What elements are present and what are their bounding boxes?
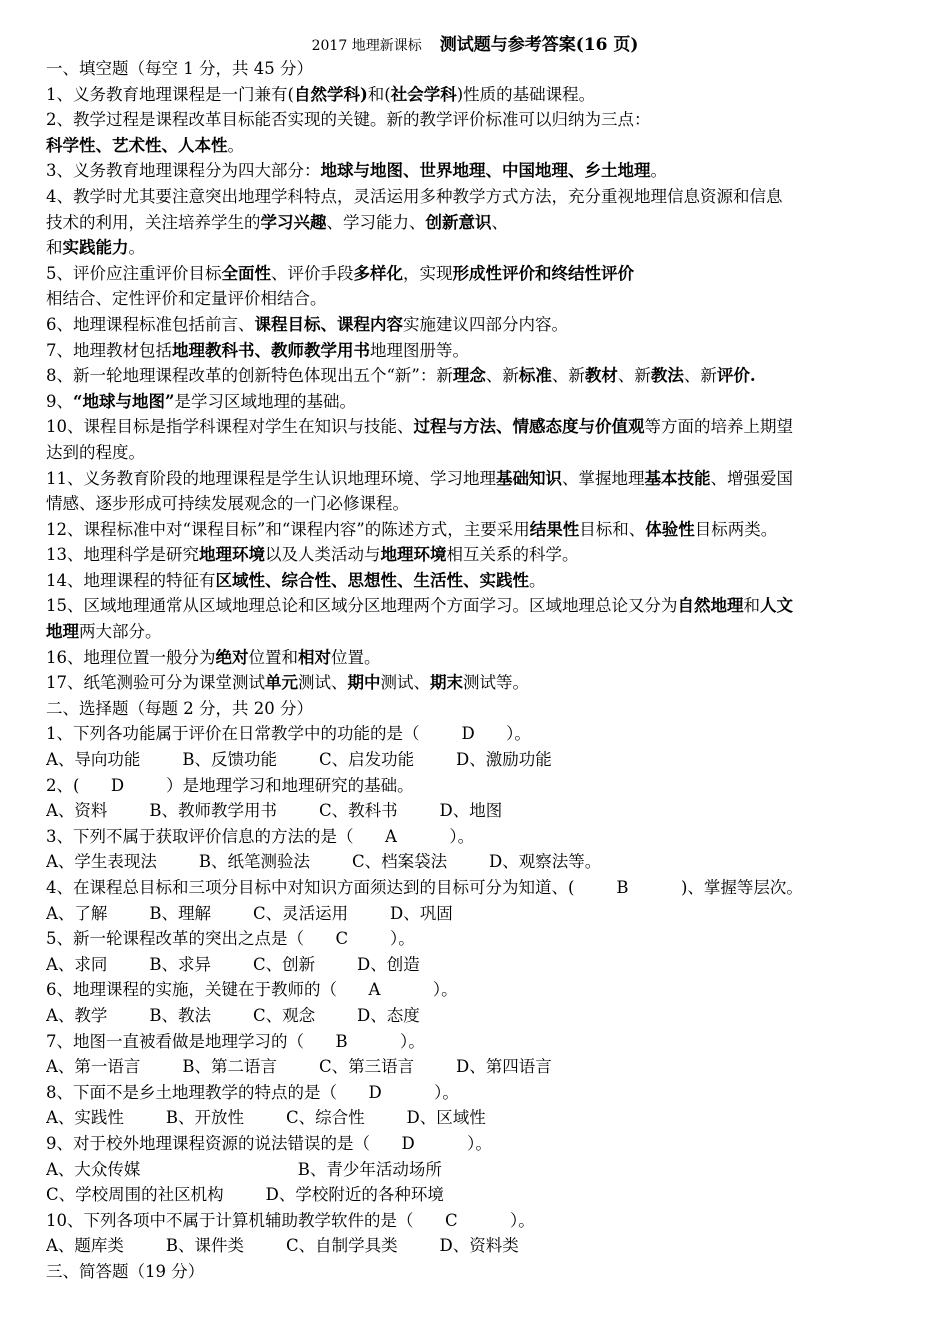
answer-text: 创新意识	[425, 212, 492, 232]
text-line	[46, 824, 916, 850]
answer-text: “地球与地图”	[73, 391, 175, 411]
text-run: A、教学 B、教法 C、观念 D、态度	[46, 1005, 420, 1025]
text-run: C、学校周围的社区机构 D、学校附近的各种环境	[46, 1185, 444, 1205]
text-run: 16、地理位置一般分为	[46, 647, 216, 667]
text-line	[46, 542, 916, 568]
text-run: 9、对于校外地理课程资源的说法错误的是（ D ）。	[46, 1133, 492, 1153]
text-run: 二、选择题（每题 2 分，共 20 分）	[46, 698, 313, 718]
text-run: 、学习能力、	[326, 212, 426, 232]
text-line	[46, 1233, 916, 1259]
text-run: 4、教学时尤其要注意突出地理学科特点，灵活运用多种教学方式方法，充分重视地理信息资源和信息	[46, 186, 783, 206]
answer-text: 期中	[347, 673, 381, 693]
text-run: 7、地理教材包括	[46, 340, 172, 360]
text-run: 、新	[485, 366, 519, 386]
text-line	[46, 1157, 916, 1183]
text-line	[46, 184, 916, 210]
text-line	[46, 1131, 916, 1157]
text-run: )性质的基础课程。	[456, 84, 596, 104]
text-run: 6、地理课程的实施，关键在于教师的（ A ）。	[46, 980, 458, 1000]
text-run: ，实现	[403, 263, 453, 283]
answer-text: 地球与地图、世界地理、中国地理、乡土地理	[320, 161, 651, 181]
text-run: 、新	[551, 366, 585, 386]
text-line	[46, 798, 916, 824]
text-run: A、大众传媒 B、青少年活动场所	[46, 1159, 442, 1179]
text-run: 。	[529, 570, 546, 590]
answer-text: 自然地理	[677, 596, 744, 616]
text-run: 位置和	[248, 647, 298, 667]
text-line	[46, 619, 916, 645]
answer-text: 理念	[452, 366, 486, 386]
title-prefix: 2017 地理新课标	[311, 38, 422, 54]
text-run: A、实践性 B、开放性 C、综合性 D、区域性	[46, 1108, 486, 1128]
page-title	[0, 30, 950, 55]
text-run: 位置。	[331, 647, 381, 667]
text-run: 、增强爱国	[710, 468, 793, 488]
text-line	[46, 1003, 916, 1029]
text-line	[46, 261, 916, 287]
text-line	[46, 389, 916, 415]
text-line	[46, 849, 916, 875]
text-line	[46, 56, 916, 82]
text-line	[46, 1054, 916, 1080]
answer-text: 基本技能	[644, 468, 711, 488]
text-run: 6、地理课程标准包括前言、	[46, 314, 255, 334]
answer-text: 过程与方法、情感态度与价值观	[413, 417, 645, 437]
text-line	[46, 107, 916, 133]
text-run: 技术的利用，关注培养学生的	[46, 212, 261, 232]
text-run: 11、义务教育阶段的地理课程是学生认识地理环境、学习地理	[46, 468, 496, 488]
text-run: 10、课程目标是指学科课程对学生在知识与技能、	[46, 417, 414, 437]
text-run: 测试、	[298, 673, 348, 693]
text-line	[46, 235, 916, 261]
text-run: 测试、	[380, 673, 430, 693]
text-run: 达到的程度。	[46, 442, 145, 462]
text-line	[46, 1080, 916, 1106]
answer-text: 基础知识	[496, 468, 562, 488]
text-line	[46, 133, 916, 159]
answer-text: 地理	[46, 622, 79, 642]
answer-text: 区域性、综合性、思想性、生活性、实践性	[215, 570, 529, 590]
answer-text: 体验性	[645, 519, 695, 539]
text-line	[46, 491, 916, 517]
text-run: 14、地理课程的特征有	[46, 570, 216, 590]
text-run: 和	[46, 238, 63, 258]
text-run: A、导向功能 B、反馈功能 C、启发功能 D、激励功能	[46, 750, 552, 770]
answer-text: 多样化	[353, 263, 403, 283]
answer-text: 地理教科书、教师教学用书	[172, 340, 370, 360]
text-line	[46, 670, 916, 696]
text-run: 15、区域地理通常从区域地理总论和区域分区地理两个方面学习。区域地理总论又分为	[46, 596, 678, 616]
answer-text: 科学性、艺术性、人本性	[46, 135, 228, 155]
text-run: 目标和、	[579, 519, 646, 539]
text-run: 、新	[683, 366, 717, 386]
text-run: 4、在课程总目标和三项分目标中对知识方面须达到的目标可分为知道、( B )、掌握等层次。	[46, 878, 803, 897]
text-line	[46, 286, 916, 312]
answer-text: 教法	[650, 366, 684, 386]
answer-text: 单元	[265, 673, 298, 693]
text-run: 地理图册等。	[370, 340, 469, 360]
document-body	[46, 56, 916, 1285]
text-line	[46, 414, 916, 440]
text-run: 情感、逐步形成可持续发展观念的一门必修课程。	[46, 494, 409, 514]
text-line	[46, 977, 916, 1003]
text-run: 3、下列不属于获取评价信息的方法的是（ A ）。	[46, 826, 475, 846]
text-run: 5、新一轮课程改革的突出之点是（ C ）。	[46, 929, 415, 949]
text-line	[46, 466, 916, 492]
text-run: 3、义务教育地理课程分为四大部分：	[46, 161, 321, 181]
text-line	[46, 312, 916, 338]
text-line	[46, 1208, 916, 1234]
answer-text: 绝对	[215, 647, 249, 667]
text-run: 10、下列各项中不属于计算机辅助教学软件的是（ C ）。	[46, 1210, 535, 1230]
text-run: 2、( D ）是地理学习和地理研究的基础。	[46, 775, 414, 795]
text-run: 等方面的培养上期望	[644, 417, 793, 437]
text-run: 9、	[46, 391, 73, 411]
answer-text: 课程目标、课程内容	[254, 314, 403, 334]
text-line	[46, 1259, 916, 1285]
text-run: 测试等。	[463, 673, 529, 693]
text-line	[46, 773, 916, 799]
text-line	[46, 517, 916, 543]
text-run: 2、教学过程是课程改革目标能否实现的关键。新的教学评价标准可以归纳为三点：	[46, 110, 651, 130]
answer-text: 结果性	[529, 519, 580, 539]
text-run: 17、纸笔测验可分为课堂测试	[46, 673, 265, 693]
text-line	[46, 645, 916, 671]
answer-text: 人文	[760, 596, 793, 616]
text-line	[46, 696, 916, 722]
answer-text: 评价.	[716, 366, 756, 386]
answer-text: 标准	[518, 366, 552, 386]
text-line	[46, 747, 916, 773]
text-run: 、新	[617, 366, 651, 386]
text-line	[46, 926, 916, 952]
text-line	[46, 158, 916, 184]
text-run: 目标两类。	[694, 519, 778, 539]
text-line	[46, 875, 916, 901]
text-run: A、题库类 B、课件类 C、自制学具类 D、资料类	[46, 1236, 519, 1256]
title-main: 测试题与参考答案(16 页)	[439, 35, 639, 55]
text-run: A、第一语言 B、第二语言 C、第三语言 D、第四语言	[46, 1057, 552, 1077]
text-run: A、资料 B、教师教学用书 C、教科书 D、地图	[46, 801, 503, 821]
text-run: 5、评价应注重评价目标	[46, 263, 222, 283]
text-line	[46, 1182, 916, 1208]
text-run: 一、填空题（每空 1 分，共 45 分）	[46, 59, 313, 78]
text-line	[46, 593, 916, 619]
text-line	[46, 952, 916, 978]
text-line	[46, 1105, 916, 1131]
text-run: 、评价手段	[271, 263, 354, 283]
text-run: 和	[743, 596, 760, 616]
answer-text: 自然学科)	[293, 84, 368, 104]
text-run: 和(	[367, 84, 391, 104]
answer-text: 形成性评价和终结性评价	[452, 263, 634, 283]
text-line	[46, 363, 916, 389]
answer-text: 学习兴趣	[260, 212, 327, 232]
text-line	[46, 82, 916, 108]
text-run: 8、新一轮地理课程改革的创新特色体现出五个“新”：新	[46, 366, 453, 386]
text-run: 8、下面不是乡土地理教学的特点的是（ D ）。	[46, 1082, 459, 1102]
text-run: A、学生表现法 B、纸笔测验法 C、档案袋法 D、观察法等。	[46, 852, 602, 872]
text-run: 1、义务教育地理课程是一门兼有(	[46, 84, 294, 104]
text-run: 1、下列各功能属于评价在日常教学中的功能的是（ D ）。	[46, 724, 531, 744]
text-run: 实施建议四部分内容。	[403, 314, 568, 334]
text-line	[46, 440, 916, 466]
text-run: 相互关系的科学。	[446, 545, 579, 565]
text-line	[46, 568, 916, 594]
text-run: 相结合、定性评价和定量评价相结合。	[46, 289, 327, 309]
text-line	[46, 210, 916, 236]
text-run: 三、简答题（19 分）	[46, 1261, 205, 1281]
answer-text: 地理环境	[380, 545, 447, 565]
text-line	[46, 1029, 916, 1055]
answer-text: 全面性	[221, 263, 271, 283]
text-run: 。	[227, 135, 244, 155]
text-run: A、求同 B、求异 C、创新 D、创造	[46, 954, 420, 974]
text-line	[46, 338, 916, 364]
text-line	[46, 901, 916, 927]
answer-text: 期末	[430, 673, 463, 693]
text-run: 以及人类活动与	[265, 545, 381, 565]
answer-text: 实践能力	[62, 238, 129, 258]
text-run: 两大部分。	[79, 622, 162, 642]
text-run: 13、地理科学是研究	[46, 545, 199, 565]
text-run: 、	[491, 212, 508, 232]
answer-text: 地理环境	[199, 545, 265, 565]
text-run: 是学习区域地理的基础。	[174, 391, 356, 411]
answer-text: 相对	[298, 647, 331, 667]
text-run: A、了解 B、理解 C、灵活运用 D、巩固	[46, 903, 453, 923]
text-run: 。	[128, 238, 145, 258]
answer-text: 教材	[584, 366, 618, 386]
text-run: 12、课程标准中对“课程目标”和“课程内容”的陈述方式，主要采用	[46, 519, 530, 539]
answer-text: 社会学科	[390, 84, 457, 104]
text-run: 、掌握地理	[562, 468, 645, 488]
text-run: 7、地图一直被看做是地理学习的（ B ）。	[46, 1031, 425, 1051]
text-run: 。	[650, 161, 667, 181]
text-line	[46, 721, 916, 747]
